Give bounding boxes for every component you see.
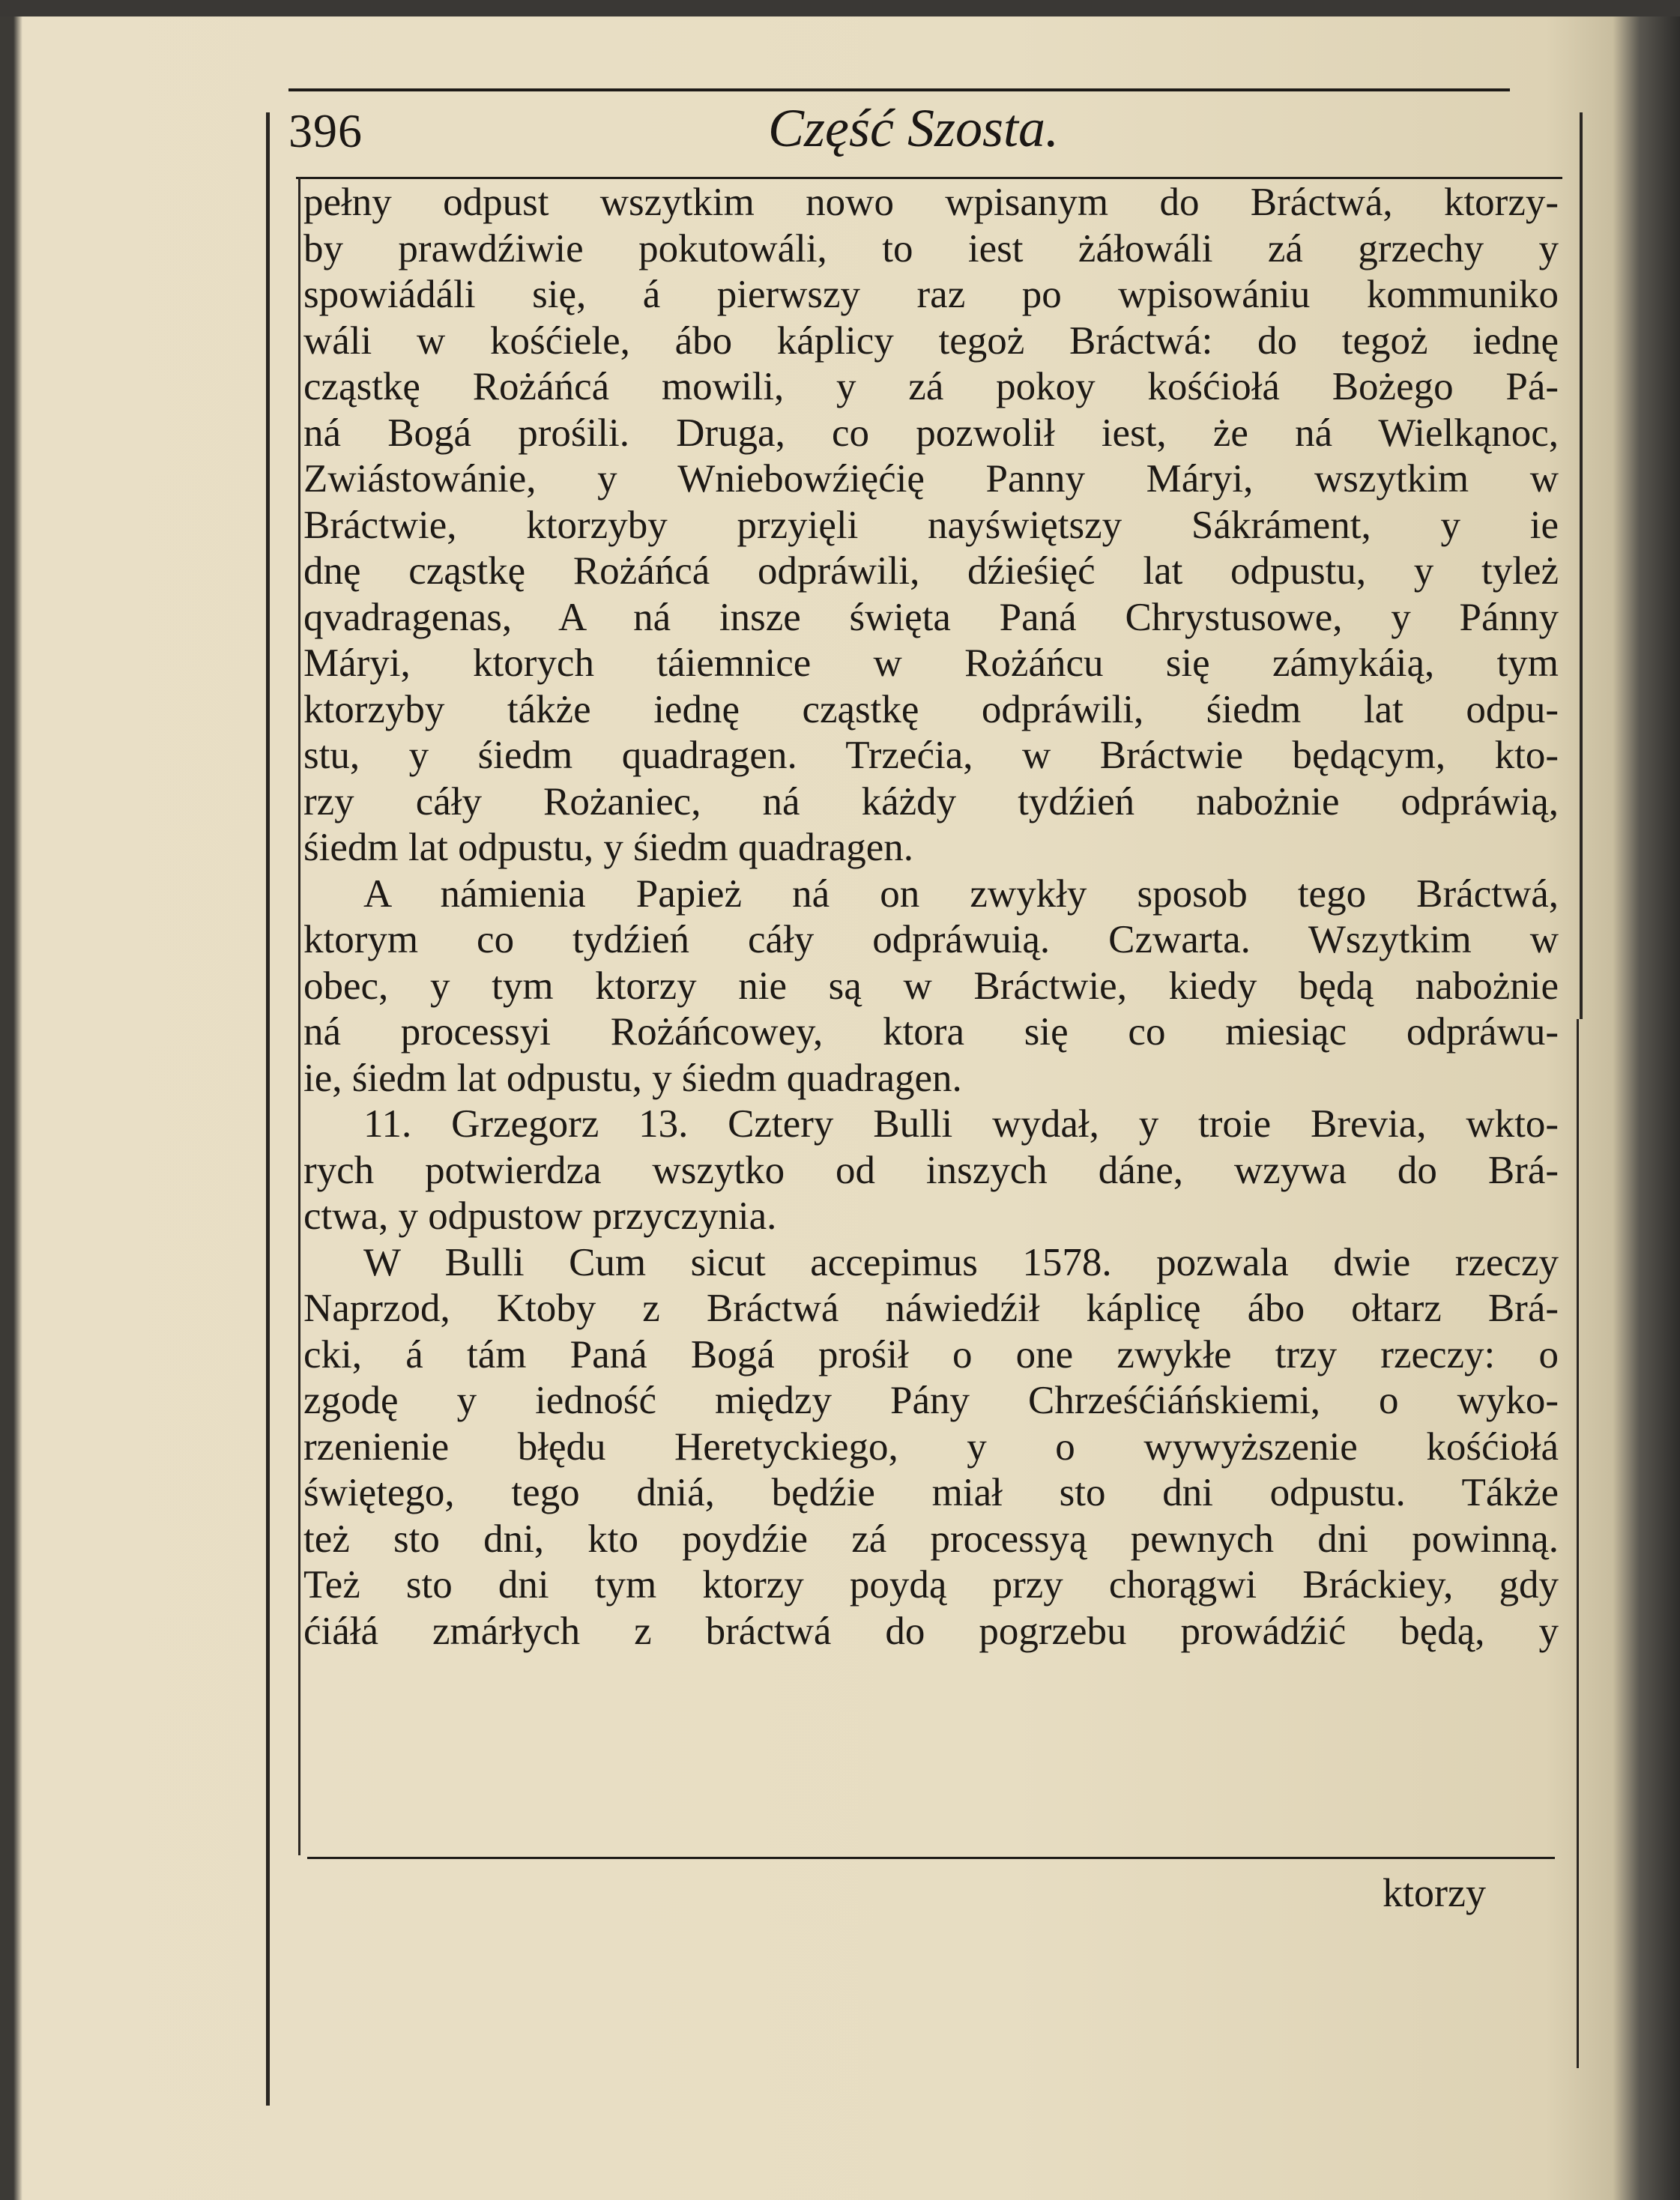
text-line: Zwiástowánie, y Wniebowźięćię Panny Máryi, wszytkim w <box>303 457 1559 501</box>
text-line: stu, y śiedm quadragen. Trzećia, w Bráctwie będącym, kto- <box>303 734 1559 777</box>
header-rule-top <box>288 88 1510 91</box>
text-line: Máryi, ktorych táiemnice w Rożáńcu się zámykáią, tym <box>303 641 1559 685</box>
text-line: ctwa, y odpustow przyczynia. <box>303 1194 777 1238</box>
text-line: obec, y tym ktorzy nie są w Bráctwie, kiedy będą nabożnie <box>303 964 1559 1008</box>
footer-rule <box>307 1857 1555 1859</box>
text-line: ktorym co tydźień cáły odpráwuią. Czwarta. Wszytkim w <box>303 918 1559 961</box>
text-line: cząstkę Rożáńcá mowili, y zá pokoy kośćiołá Bożego Pá- <box>303 365 1559 408</box>
page-number: 396 <box>288 104 363 157</box>
text-line: Naprzod, Ktoby z Bráctwá náwiedźił káplicę ábo ołtarz Brá- <box>303 1287 1559 1330</box>
page-header <box>288 98 1532 171</box>
text-line: dnę cząstkę Rożáńcá odpráwili, dźieśięć lat odpustu, y tyleż <box>303 549 1559 593</box>
text-line: wáli w kośćiele, ábo káplicy tegoż Bráctwá: do tegoż iednę <box>303 318 1559 363</box>
text-line: pełny odpust wszytkim nowo wpisanym do Bráctwá, ktorzy- <box>303 181 1559 224</box>
text-line: spowiádáli się, á pierwszy raz po wpisowániu kommuniko <box>303 273 1559 316</box>
header-rule-bottom <box>296 177 1562 179</box>
text-line: qvadragenas, A ná insze święta Paná Chrystusowe, y Pánny <box>303 595 1559 639</box>
text-line: śiedm lat odpustu, y śiedm quadragen. <box>303 826 913 869</box>
text-line: też sto dni, kto poydźie zá processyą pewnych dni powinną. <box>303 1517 1559 1561</box>
text-line: zgodę y iedność między Pány Chrześćiáńskiemi, o wyko- <box>303 1379 1559 1422</box>
text-line: rzy cáły Rożaniec, ná káżdy tydźień nabożnie odpráwią, <box>303 779 1559 824</box>
text-line: A námienia Papież ná on zwykły sposob tego Bráctwá, <box>363 871 1559 916</box>
catchword: ktorzy <box>1383 1870 1486 1915</box>
text-line: ie, śiedm lat odpustu, y śiedm quadragen. <box>303 1056 962 1100</box>
page-frame-right-lower <box>1577 1019 1579 2068</box>
page-frame-right-upper <box>1580 112 1583 1019</box>
text-line: Bráctwie, ktorzyby przyięli nayświętszy Sákráment, y ie <box>303 503 1559 547</box>
running-head: Część Szosta. <box>768 98 1060 158</box>
text-line: cki, á tám Paná Bogá prośił o one zwykłe trzy rzeczy: o <box>303 1332 1559 1376</box>
text-line: by prawdźiwie pokutowáli, to iest żáłowáli zá grzechy y <box>303 226 1559 271</box>
text-line: ná processyi Rożáńcowey, ktora się co miesiąc odpráwu- <box>303 1010 1559 1054</box>
scan-top-edge <box>0 0 1680 16</box>
text-line: ktorzyby tákże iednę cząstkę odpráwili, śiedm lat odpu- <box>303 687 1559 731</box>
body-text <box>303 180 1559 1654</box>
text-line: W Bulli Cum sicut accepimus 1578. pozwala dwie rzeczy <box>363 1240 1559 1284</box>
text-line: świętego, tego dniá, będźie miał sto dni odpustu. Tákże <box>303 1471 1559 1514</box>
text-line: 11. Grzegorz 13. Cztery Bulli wydał, y troie Brevia, wkto- <box>363 1102 1559 1146</box>
text-line: ćiáłá zmárłych z bráctwá do pogrzebu prowádźić będą, y <box>303 1609 1559 1653</box>
page-frame-left <box>266 112 270 2106</box>
text-line: Też sto dni tym ktorzy poydą przy chorągwi Bráckiey, gdy <box>303 1563 1559 1607</box>
text-line: rych potwierdza wszytko od inszych dáne, wzywa do Brá- <box>303 1148 1559 1192</box>
text-box-left-rule <box>298 177 300 1855</box>
text-line: ná Bogá prośili. Druga, co pozwolił iest, że ná Wielkąnoc, <box>303 411 1559 455</box>
text-line: rzenienie błędu Heretyckiego, y o wywyższenie kośćiołá <box>303 1424 1559 1469</box>
